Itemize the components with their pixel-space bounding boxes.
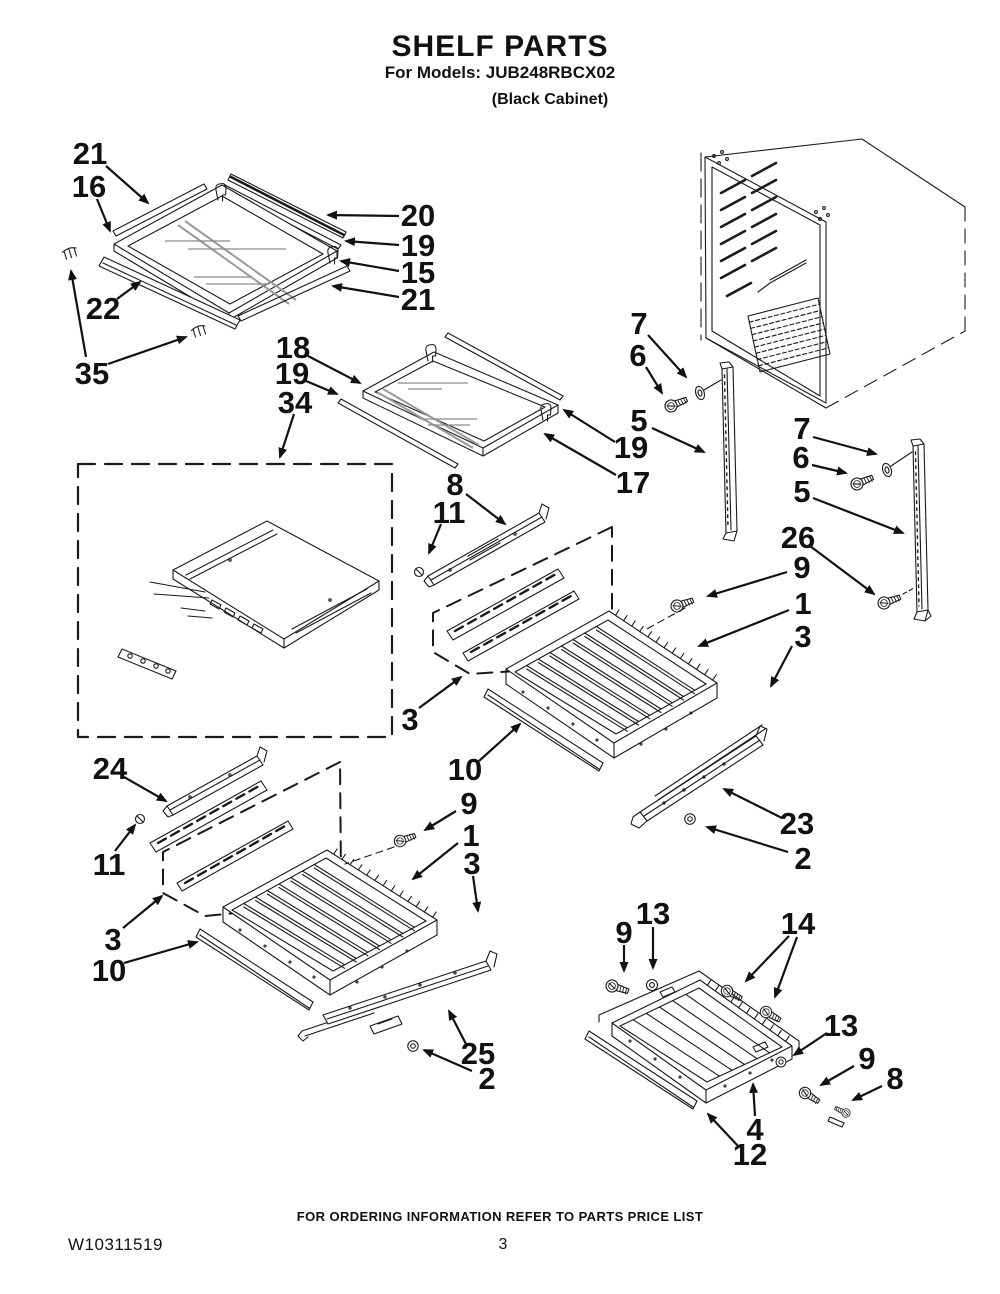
callout-label-9: 9: [460, 786, 478, 821]
vent-grid: [748, 298, 830, 372]
callout-label-14: 14: [780, 906, 816, 941]
callout-label-2: 2: [478, 1061, 496, 1096]
callout-label-10: 10: [447, 752, 483, 787]
vent-slots: [721, 163, 776, 296]
callout-label-3: 3: [463, 846, 481, 881]
callout-arrow: [699, 610, 789, 646]
callout-label-2: 2: [794, 841, 812, 876]
callout-arrow: [328, 215, 399, 216]
callout-arrows: [71, 166, 903, 1146]
shoulder-pin: [828, 1104, 852, 1127]
callout-label-10: 10: [91, 953, 127, 988]
callout-label-12: 12: [732, 1137, 768, 1172]
callout-label-19: 19: [400, 228, 436, 263]
callout-label-22: 22: [85, 291, 121, 326]
page-number: 3: [498, 1236, 508, 1253]
callout-label-5: 5: [793, 474, 811, 509]
callout-label-3: 3: [794, 619, 812, 654]
callout-arrow: [425, 811, 456, 830]
callout-arrow: [708, 572, 787, 596]
callout-label-9: 9: [793, 550, 811, 585]
callout-label-13: 13: [635, 896, 671, 931]
callout-arrow: [812, 465, 846, 473]
callout-label-3: 3: [104, 922, 122, 957]
slide-rail-right: [631, 725, 767, 828]
callout-label-35: 35: [74, 356, 110, 391]
callout-label-8: 8: [446, 467, 464, 502]
pullout-shelf-bottom: [585, 971, 852, 1127]
callout-label-11: 11: [432, 495, 466, 530]
callout-label-6: 6: [629, 338, 647, 373]
callout-label-34: 34: [277, 385, 313, 420]
callout-arrow: [479, 724, 520, 761]
terminal-board: [118, 649, 176, 679]
callout-label-7: 7: [793, 411, 811, 446]
ordering-note: FOR ORDERING INFORMATION REFER TO PARTS PRICE LIST: [296, 1209, 704, 1224]
callout-label-11: 11: [92, 847, 126, 882]
wine-shelf-center: [484, 595, 767, 828]
callout-arrow: [646, 367, 662, 393]
callout-label-3: 3: [401, 702, 419, 737]
callout-arrow: [707, 827, 788, 852]
callout-arrow: [308, 356, 360, 383]
models-line: For Models: JUB248RBCX02: [384, 63, 616, 82]
callout-arrow: [810, 546, 874, 594]
callout-arrow: [466, 494, 505, 524]
callout-label-26: 26: [780, 520, 816, 555]
callout-arrow: [280, 414, 294, 457]
thermo-shelf-group: [78, 464, 392, 737]
callout-label-1: 1: [794, 586, 812, 621]
support-rail-right: [849, 439, 931, 621]
callout-arrow: [106, 166, 148, 203]
callout-label-9: 9: [858, 1041, 876, 1076]
callout-arrow: [473, 876, 478, 911]
callout-arrow: [771, 646, 792, 686]
callout-label-19: 19: [274, 356, 310, 391]
callout-label-17: 17: [615, 465, 651, 500]
wire-stubs: [181, 608, 212, 618]
document-number: W10311519: [68, 1235, 163, 1254]
callout-label-4: 4: [746, 1112, 764, 1147]
callout-arrow: [124, 942, 197, 963]
callout-arrow: [71, 271, 86, 357]
callout-arrow: [333, 286, 399, 297]
callout-label-7: 7: [630, 306, 648, 341]
glass-shelf-lower: [338, 333, 563, 468]
callout-arrow: [813, 498, 903, 533]
callout-label-25: 25: [460, 1036, 496, 1071]
callout-arrow: [117, 282, 140, 299]
callout-label-23: 23: [779, 806, 815, 841]
cabinet-line: (Black Cabinet): [491, 91, 609, 108]
callout-label-6: 6: [792, 440, 810, 475]
callout-arrow: [108, 337, 186, 364]
callout-label-8: 8: [886, 1061, 904, 1096]
page-title: SHELF PARTS: [391, 30, 609, 63]
screw-holes: [713, 151, 830, 221]
callout-arrow: [346, 241, 399, 245]
callout-arrow: [124, 777, 166, 801]
callout-label-24: 24: [92, 751, 128, 786]
callout-label-21: 21: [72, 136, 108, 171]
callout-label-9: 9: [615, 915, 633, 950]
callout-arrow: [724, 789, 782, 818]
callout-label-5: 5: [630, 403, 648, 438]
callout-label-1: 1: [462, 818, 480, 853]
callout-arrow: [652, 428, 704, 452]
callout-label-15: 15: [400, 255, 436, 290]
callout-label-20: 20: [400, 198, 436, 233]
callout-arrow: [545, 434, 616, 475]
callout-arrow: [853, 1086, 882, 1100]
callout-arrow: [648, 335, 686, 377]
callout-label-21: 21: [400, 282, 436, 317]
callout-label-19: 19: [613, 430, 649, 465]
callout-label-13: 13: [823, 1008, 859, 1043]
callout-arrow: [123, 896, 162, 928]
callout-arrow: [821, 1066, 854, 1085]
support-rail-center: [663, 362, 737, 541]
callout-label-18: 18: [275, 330, 311, 365]
callout-arrow: [419, 677, 461, 708]
callout-arrow: [564, 410, 615, 442]
callout-arrow: [813, 437, 876, 454]
callout-label-16: 16: [71, 169, 107, 204]
callout-arrow: [413, 843, 458, 879]
cabinet-box: [701, 139, 965, 408]
